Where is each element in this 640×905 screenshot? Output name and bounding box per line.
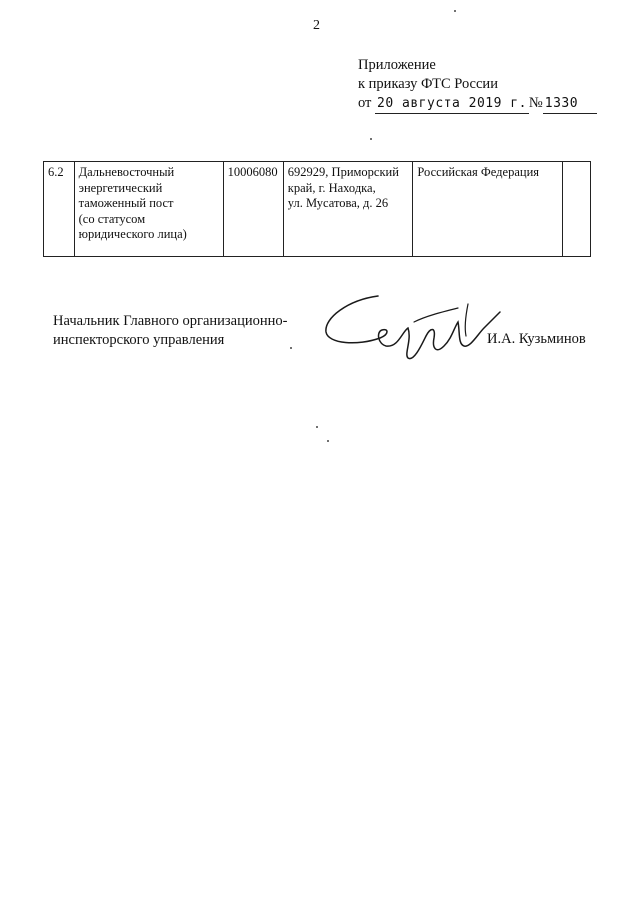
post-code: 10006080	[223, 162, 283, 257]
row-number: 6.2	[44, 162, 75, 257]
scan-speck	[290, 347, 292, 349]
date-prefix: от	[358, 95, 372, 111]
order-date: 20 августа 2019 г.	[375, 94, 529, 114]
appendix-subtitle: к приказу ФТС России	[358, 76, 498, 92]
order-number: 1330	[543, 94, 597, 114]
position-line: Начальник Главного организационно-	[53, 313, 288, 329]
number-prefix: №	[528, 95, 543, 111]
appendix-date-line	[358, 94, 597, 114]
signatory-position	[53, 312, 287, 350]
scan-speck	[316, 426, 318, 428]
empty-cell	[563, 162, 591, 257]
post-address	[283, 162, 413, 257]
post-name-line: (со статусом	[78, 211, 146, 226]
post-name	[74, 162, 223, 257]
address-line: ул. Мусатова, д. 26	[287, 196, 389, 210]
scan-speck	[327, 440, 329, 442]
position-line: инспекторского управления	[53, 332, 225, 348]
post-name-line: энергетический	[78, 180, 163, 195]
signer-name: И.А. Кузьминов	[487, 331, 586, 347]
table-row	[44, 162, 591, 257]
post-name-line: юридического лица)	[78, 227, 187, 241]
appendix-header	[358, 56, 597, 114]
appendix-title: Приложение	[358, 57, 436, 73]
page-number: 2	[313, 18, 320, 33]
scan-speck	[370, 138, 372, 140]
handwritten-signature	[318, 288, 508, 388]
address-line: край, г. Находка,	[287, 180, 376, 195]
scan-speck	[454, 10, 456, 12]
customs-post-table	[43, 161, 591, 257]
post-name-line: таможенный пост	[78, 196, 174, 210]
address-line: 692929, Приморский	[287, 165, 399, 179]
post-country: Российская Федерация	[413, 162, 563, 257]
post-name-line: Дальневосточный	[78, 165, 175, 179]
